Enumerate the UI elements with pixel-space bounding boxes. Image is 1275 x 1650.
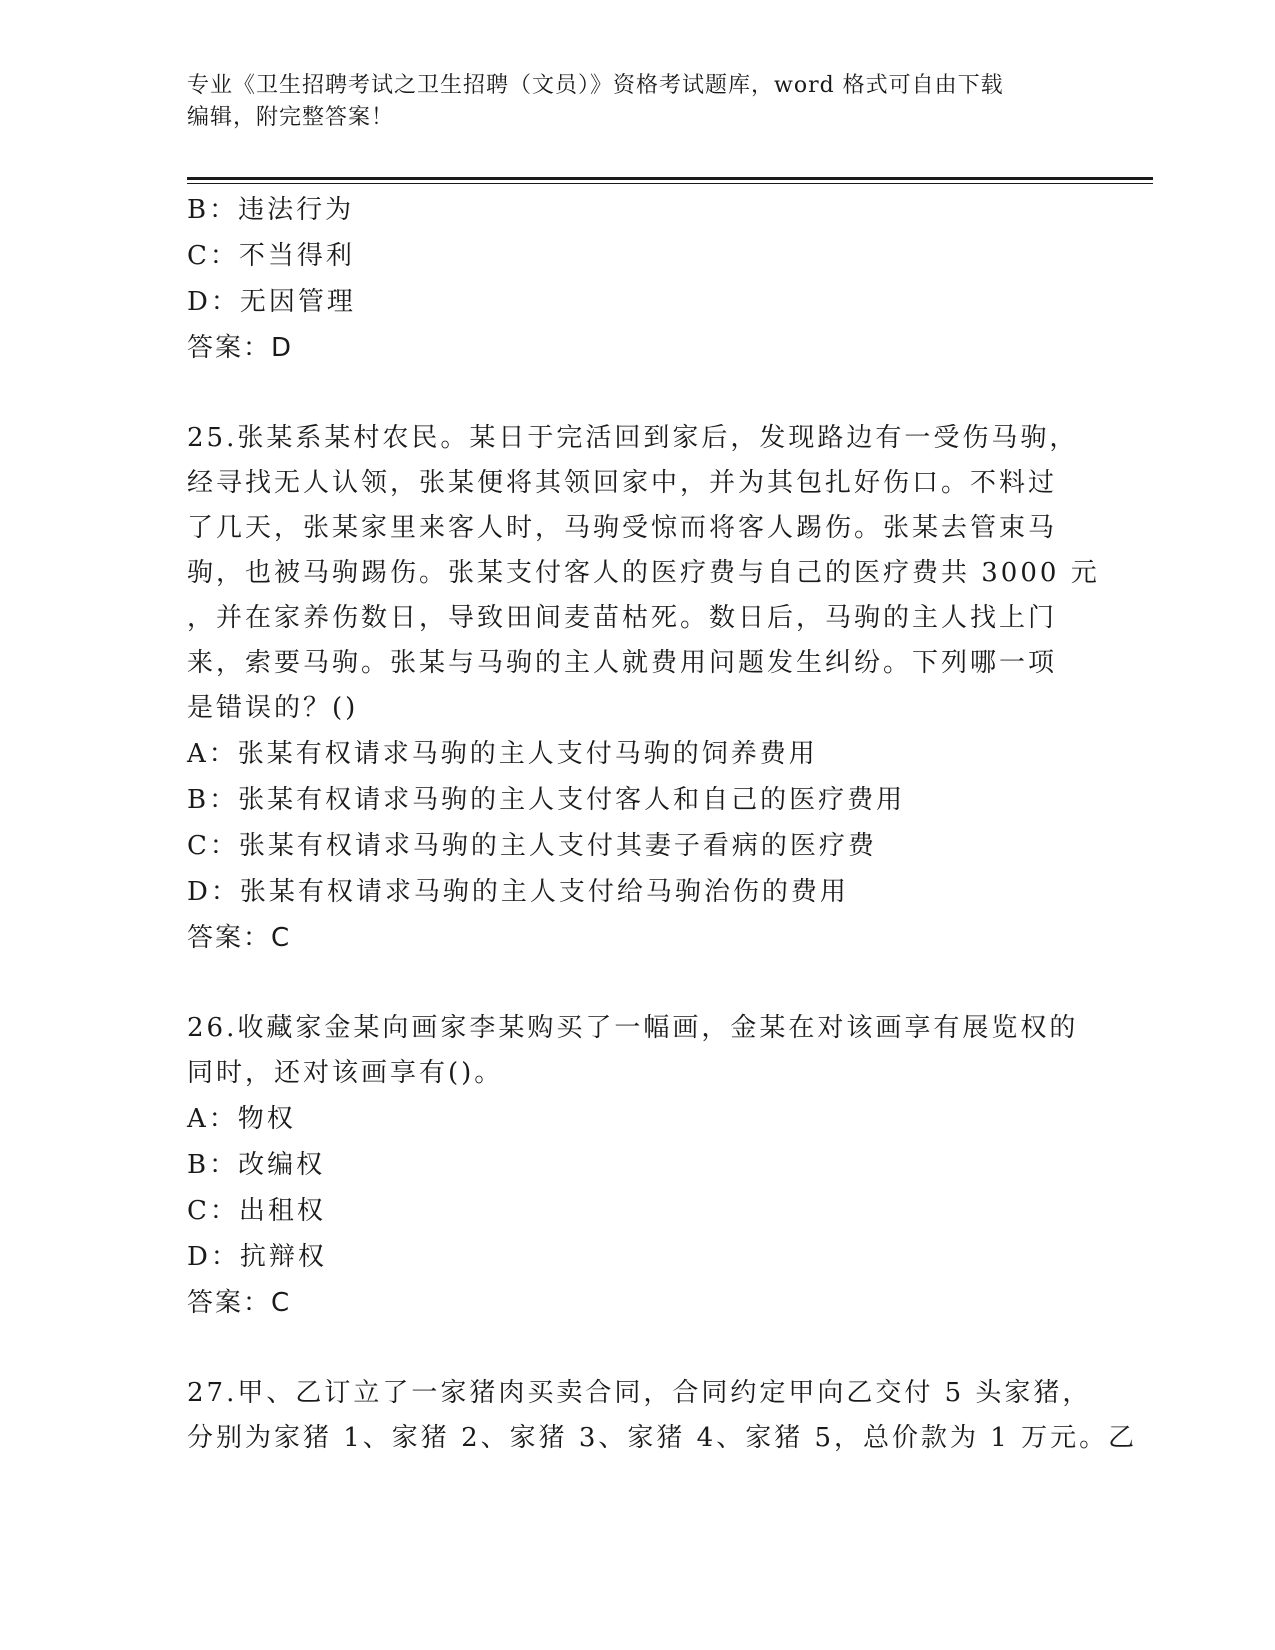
question-stem-line: 分别为家猪 1、家猪 2、家猪 3、家猪 4、家猪 5，总价款为 1 万元。乙 — [187, 1423, 1138, 1453]
header-line-1: 专业《卫生招聘考试之卫生招聘（文员）》资格考试题库，word 格式可自由下载 — [187, 73, 1004, 98]
option-b: B：违法行为 — [187, 195, 355, 225]
question-stem-line: 经寻找无人认领，张某便将其领回家中，并为其包扎好伤口。不料过 — [187, 468, 1058, 498]
option-a: A：张某有权请求马驹的主人支付马驹的饲养费用 — [187, 739, 818, 769]
question-stem-line: 是错误的？() — [187, 693, 359, 723]
question-25 — [187, 416, 1100, 961]
question-gap — [187, 961, 1087, 1006]
answer-line: 答案：C — [187, 923, 292, 953]
question-stem-line: 驹，也被马驹踢伤。张某支付客人的医疗费与自己的医疗费共 3000 元 — [187, 558, 1100, 588]
header-divider-thick — [187, 177, 1153, 180]
option-d: D：张某有权请求马驹的主人支付给马驹治伤的费用 — [187, 877, 849, 907]
option-d: D：无因管理 — [187, 287, 356, 317]
option-c: C：出租权 — [187, 1196, 326, 1226]
option-a: A：物权 — [187, 1104, 296, 1134]
question-stem-line: ，并在家养伤数日，导致田间麦苗枯死。数日后，马驹的主人找上门 — [187, 603, 1058, 633]
option-b: B：改编权 — [187, 1150, 326, 1180]
document-body — [187, 187, 1138, 1461]
question-stem-line: 25.张某系某村农民。某日于完活回到家后，发现路边有一受伤马驹， — [187, 423, 1079, 453]
option-c: C：不当得利 — [187, 241, 355, 271]
answer-line: 答案：C — [187, 1288, 292, 1318]
question-gap — [187, 371, 1087, 416]
question-stem-line: 来，索要马驹。张某与马驹的主人就费用问题发生纠纷。下列哪一项 — [187, 648, 1058, 678]
option-c: C：张某有权请求马驹的主人支付其妻子看病的医疗费 — [187, 831, 877, 861]
answer-line: 答案：D — [187, 333, 294, 363]
question-24-tail — [187, 187, 1087, 371]
option-b: B：张某有权请求马驹的主人支付客人和自己的医疗费用 — [187, 785, 906, 815]
question-stem-line: 26.收藏家金某向画家李某购买了一幅画，金某在对该画享有展览权的 — [187, 1013, 1079, 1043]
option-d: D：抗辩权 — [187, 1242, 327, 1272]
document-header — [187, 70, 1087, 134]
question-26 — [187, 1006, 1087, 1326]
question-27 — [187, 1371, 1138, 1461]
question-stem-line: 27.甲、乙订立了一家猪肉买卖合同，合同约定甲向乙交付 5 头家猪， — [187, 1378, 1092, 1408]
question-stem-line: 了几天，张某家里来客人时，马驹受惊而将客人踢伤。张某去管束马 — [187, 513, 1058, 543]
header-divider-thin — [187, 183, 1153, 184]
question-stem-line: 同时，还对该画享有()。 — [187, 1058, 504, 1088]
question-gap — [187, 1326, 1087, 1371]
header-line-2: 编辑，附完整答案！ — [187, 105, 395, 130]
